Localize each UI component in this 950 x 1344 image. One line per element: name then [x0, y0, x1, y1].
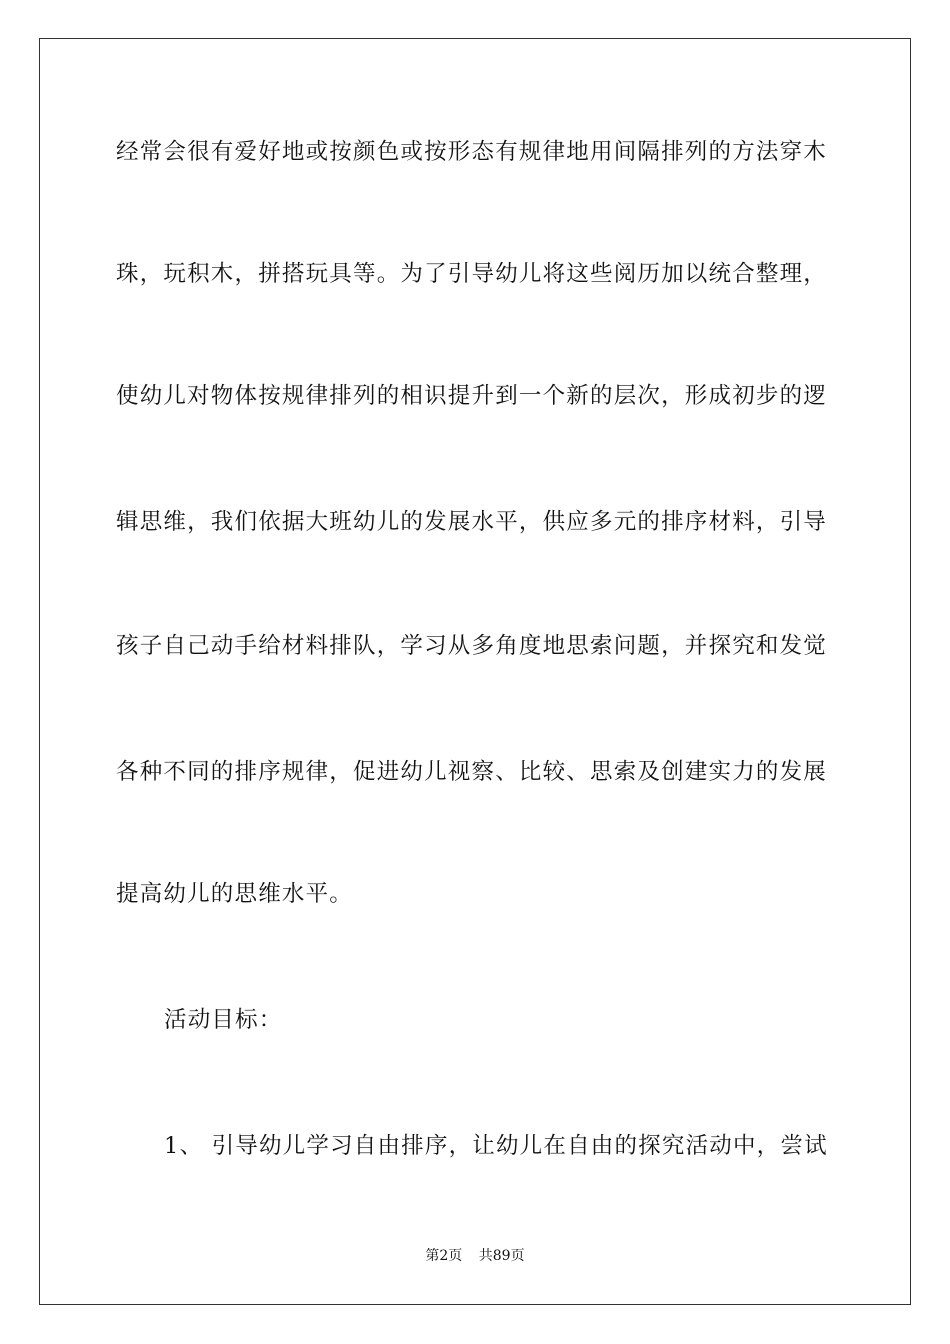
paragraph-line: 孩子自己动手给材料排队，学习从多角度地思索问题，并探究和发觉 [116, 633, 828, 659]
paragraph-line: 珠，玩积木，拼搭玩具等。为了引导幼儿将这些阅历加以统合整理， [116, 261, 828, 287]
page-total: 共89页 [478, 1248, 525, 1264]
paragraph-line: 提高幼儿的思维水平。 [116, 881, 354, 907]
list-item: 1、 引导幼儿学习自由排序，让幼儿在自由的探究活动中，尝试 [164, 1133, 828, 1159]
paragraph-line: 各种不同的排序规律，促进幼儿视察、比较、思索及创建实力的发展 [116, 759, 828, 785]
page-footer [0, 1247, 950, 1265]
section-heading: 活动目标： [164, 1007, 283, 1033]
page-number: 第2页 [425, 1248, 463, 1264]
page-border [39, 38, 911, 1305]
paragraph-line: 经常会很有爱好地或按颜色或按形态有规律地用间隔排列的方法穿木 [116, 139, 828, 165]
paragraph-line: 使幼儿对物体按规律排列的相识提升到一个新的层次，形成初步的逻 [116, 383, 828, 409]
paragraph-line: 辑思维，我们依据大班幼儿的发展水平，供应多元的排序材料，引导 [116, 509, 828, 535]
